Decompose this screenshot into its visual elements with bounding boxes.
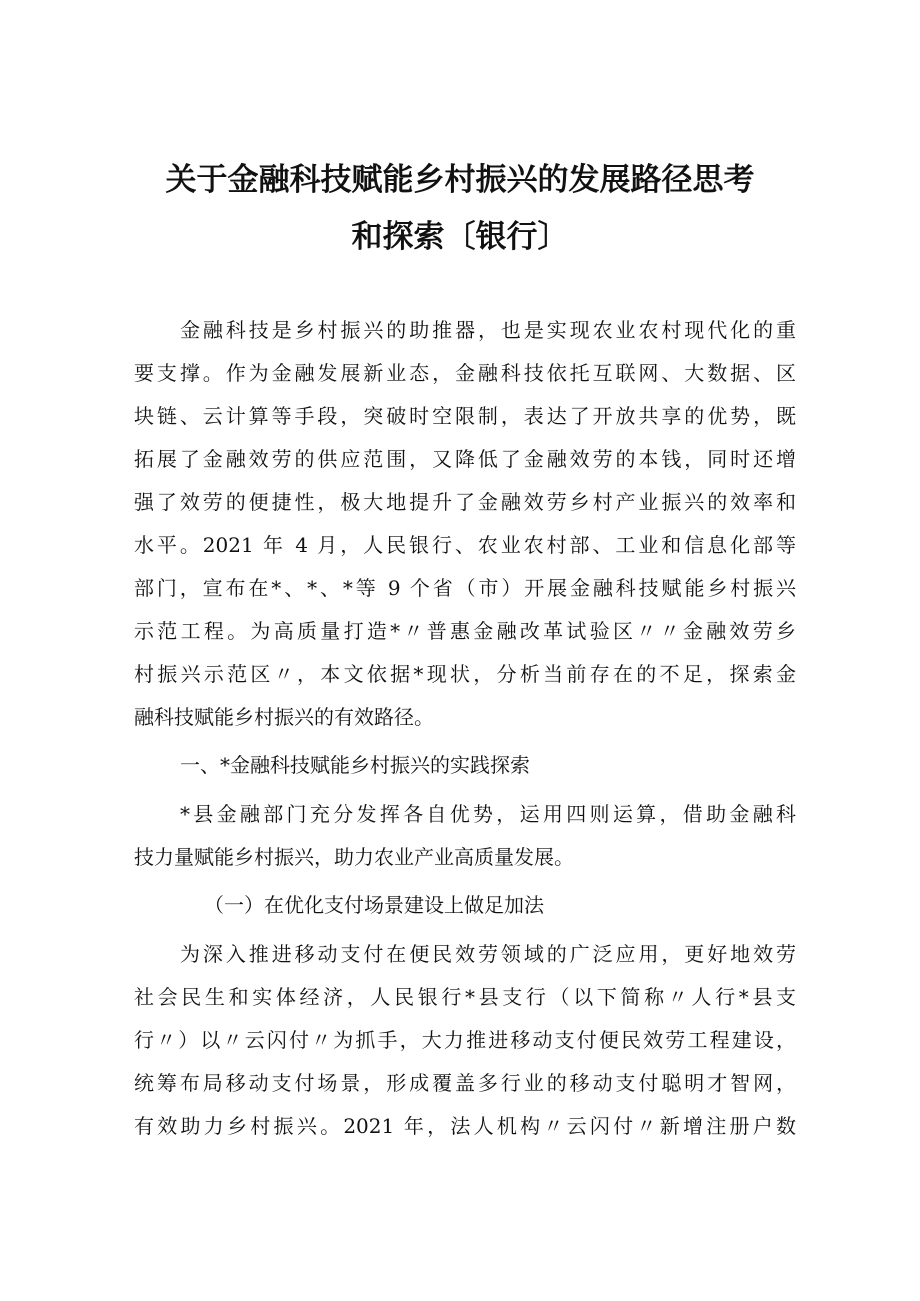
body-line: 拓展了金融效劳的供应范围，又降低了金融效劳的本钱，同时还增 — [134, 447, 796, 471]
body-line: *县金融部门充分发挥各自优势，运用四则运算，借助金融科 — [180, 802, 796, 826]
body-line: 部门，宣布在*、*、*等 9 个省（市）开展金融科技赋能乡村振兴 — [134, 576, 796, 600]
body-line: 为深入推进移动支付在便民效劳领域的广泛应用，更好地效劳 — [180, 942, 796, 966]
body-line: 强了效劳的便捷性，极大地提升了金融效劳乡村产业振兴的效率和 — [134, 490, 796, 514]
body-line: 水平。2021 年 4 月，人民银行、农业农村部、工业和信息化部等 — [134, 533, 796, 557]
body-line: 块链、云计算等手段，突破时空限制，表达了开放共享的优势，既 — [134, 404, 796, 428]
document-title-line-1: 关于金融科技赋能乡村振兴的发展路径思考 — [165, 162, 755, 198]
body-line: 统筹布局移动支付场景，形成覆盖多行业的移动支付聪明才智网， — [134, 1071, 796, 1095]
body-line: 融科技赋能乡村振兴的有效路径。 — [134, 705, 434, 729]
body-line: 要支撑。作为金融发展新业态，金融科技依托互联网、大数据、区 — [134, 361, 796, 385]
body-line: 有效助力乡村振兴。2021 年，法人机构〃云闪付〃新增注册户数 — [134, 1114, 796, 1138]
body-line: 金融科技是乡村振兴的助推器，也是实现农业农村现代化的重 — [180, 318, 796, 342]
document-title-line-2: 和探索〔银行〕 — [351, 219, 569, 255]
body-line: 示范工程。为高质量打造*〃普惠金融改革试验区〃〃金融效劳乡 — [134, 619, 796, 643]
section-heading: 一、*金融科技赋能乡村振兴的实践探索 — [180, 753, 530, 777]
body-line: 技力量赋能乡村振兴，助力农业产业高质量发展。 — [134, 845, 574, 869]
body-line: 村振兴示范区〃，本文依据*现状，分析当前存在的不足，探索金 — [134, 662, 796, 686]
body-line: 行〃）以〃云闪付〃为抓手，大力推进移动支付便民效劳工程建设， — [134, 1028, 796, 1052]
body-line: 社会民生和实体经济，人民银行*县支行（以下简称〃人行*县支 — [134, 985, 796, 1009]
subsection-heading: （一）在优化支付场景建设上做足加法 — [204, 893, 544, 917]
